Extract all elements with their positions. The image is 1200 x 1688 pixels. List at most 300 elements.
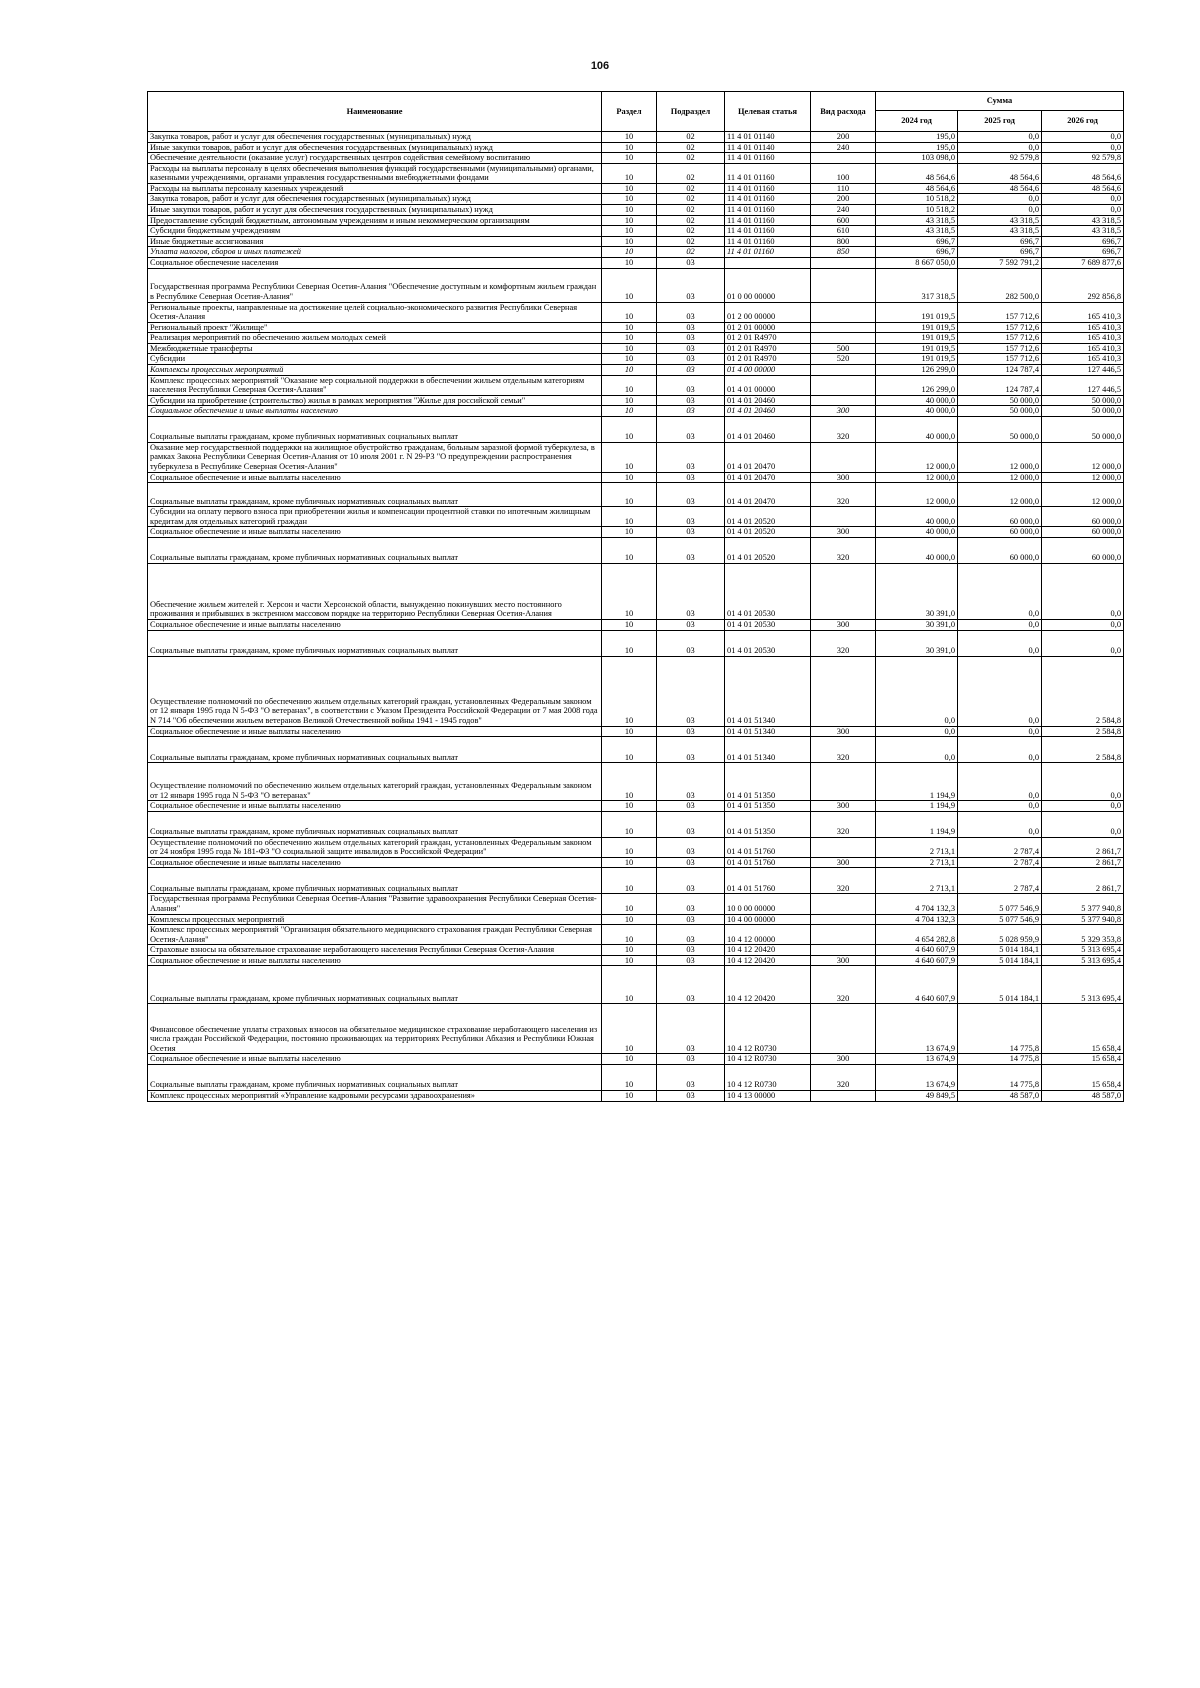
- header-name: Наименование: [148, 92, 602, 132]
- row-subsection: 03: [657, 507, 725, 527]
- row-name: Социальные выплаты гражданам, кроме публичных нормативных социальных выплат: [148, 966, 602, 1004]
- table-row: [148, 537, 1124, 563]
- table-row: [148, 811, 1124, 837]
- row-target-article: 10 4 12 20420: [725, 955, 811, 966]
- row-name: Предоставление субсидий бюджетным, автономным учреждениям и иным некоммерческим организациям: [148, 215, 602, 226]
- row-name: Комплекс процессных мероприятий «Управление кадровыми ресурсами здравоохранения»: [148, 1091, 602, 1102]
- row-subsection: 03: [657, 333, 725, 344]
- row-subsection: 02: [657, 236, 725, 247]
- row-section: 10: [602, 163, 657, 183]
- row-name: Финансовое обеспечение уплаты страховых взносов на обязательное медицинское страхование неработающего населения из числа граждан Российской Федерации, постоянно проживающих на территориях Республики Абхазия и Республики Южная Осетия: [148, 1004, 602, 1054]
- row-sum-2025: 50 000,0: [958, 416, 1042, 442]
- row-name: Региональный проект "Жилище": [148, 322, 602, 333]
- row-section: 10: [602, 483, 657, 507]
- row-sum-2026: 7 689 877,6: [1042, 257, 1124, 268]
- row-sum-2025: 48 564,6: [958, 183, 1042, 194]
- row-target-article: 01 4 01 20520: [725, 537, 811, 563]
- row-sum-2026: 60 000,0: [1042, 527, 1124, 538]
- table-row: [148, 416, 1124, 442]
- row-sum-2025: 0,0: [958, 194, 1042, 205]
- row-expense-type: [811, 395, 876, 406]
- row-subsection: 03: [657, 811, 725, 837]
- row-section: 10: [602, 343, 657, 354]
- table-row: [148, 801, 1124, 812]
- table-row: [148, 142, 1124, 153]
- row-name: Социальное обеспечение и иные выплаты населению: [148, 857, 602, 868]
- table-row: [148, 1065, 1124, 1091]
- row-target-article: 01 4 01 20470: [725, 483, 811, 507]
- row-expense-type: [811, 257, 876, 268]
- row-name: Социальные выплаты гражданам, кроме публичных нормативных социальных выплат: [148, 811, 602, 837]
- row-sum-2024: 4 640 607,9: [876, 955, 958, 966]
- row-sum-2024: 12 000,0: [876, 483, 958, 507]
- row-name: Осуществление полномочий по обеспечению жильем отдельных категорий граждан, установленных Федеральным законом от 12 января 1995 года N 5-ФЗ "О ветеранах": [148, 763, 602, 801]
- row-sum-2024: 10 518,2: [876, 194, 958, 205]
- row-name: Расходы на выплаты персоналу казенных учреждений: [148, 183, 602, 194]
- row-subsection: 03: [657, 726, 725, 737]
- row-name: Иные закупки товаров, работ и услуг для обеспечения государственных (муниципальных) нужд: [148, 142, 602, 153]
- row-sum-2025: 5 014 184,1: [958, 966, 1042, 1004]
- page-number: 106: [590, 60, 610, 72]
- row-sum-2025: 5 014 184,1: [958, 945, 1042, 956]
- row-subsection: 02: [657, 247, 725, 258]
- row-sum-2025: 50 000,0: [958, 406, 1042, 417]
- table-row: [148, 1054, 1124, 1065]
- row-subsection: 03: [657, 801, 725, 812]
- row-sum-2025: 0,0: [958, 656, 1042, 726]
- row-sum-2026: 48 564,6: [1042, 183, 1124, 194]
- table-body: [148, 132, 1124, 1102]
- row-expense-type: 320: [811, 1065, 876, 1091]
- row-target-article: 11 4 01 01160: [725, 205, 811, 216]
- table-row: [148, 507, 1124, 527]
- row-section: 10: [602, 656, 657, 726]
- row-sum-2025: 5 077 546,9: [958, 914, 1042, 925]
- row-sum-2024: 1 194,9: [876, 763, 958, 801]
- row-sum-2025: 0,0: [958, 811, 1042, 837]
- row-expense-type: [811, 333, 876, 344]
- row-subsection: 03: [657, 955, 725, 966]
- row-subsection: 03: [657, 483, 725, 507]
- row-name: Социальные выплаты гражданам, кроме публичных нормативных социальных выплат: [148, 737, 602, 763]
- table-row: [148, 302, 1124, 322]
- row-sum-2024: 4 640 607,9: [876, 966, 958, 1004]
- row-subsection: 03: [657, 1065, 725, 1091]
- row-section: 10: [602, 1054, 657, 1065]
- table-row: [148, 236, 1124, 247]
- row-subsection: 03: [657, 406, 725, 417]
- row-subsection: 02: [657, 215, 725, 226]
- row-expense-type: [811, 763, 876, 801]
- row-target-article: 01 4 00 00000: [725, 364, 811, 375]
- row-name: Государственная программа Республики Северная Осетия-Алания "Обеспечение доступным и комфортным жильем граждан в Республике Северная Осетия-Алания": [148, 268, 602, 302]
- row-name: Закупка товаров, работ и услуг для обеспечения государственных (муниципальных) нужд: [148, 194, 602, 205]
- row-section: 10: [602, 302, 657, 322]
- row-sum-2026: 43 318,5: [1042, 226, 1124, 237]
- row-sum-2025: 124 787,4: [958, 364, 1042, 375]
- row-subsection: 03: [657, 763, 725, 801]
- row-section: 10: [602, 966, 657, 1004]
- row-subsection: 02: [657, 142, 725, 153]
- table-row: [148, 406, 1124, 417]
- row-target-article: 01 2 01 00000: [725, 322, 811, 333]
- row-sum-2024: 40 000,0: [876, 395, 958, 406]
- row-name: Социальные выплаты гражданам, кроме публичных нормативных социальных выплат: [148, 630, 602, 656]
- row-section: 10: [602, 205, 657, 216]
- row-subsection: 03: [657, 914, 725, 925]
- row-sum-2024: 0,0: [876, 726, 958, 737]
- row-sum-2025: 2 787,4: [958, 837, 1042, 857]
- row-subsection: 03: [657, 322, 725, 333]
- row-sum-2024: 195,0: [876, 132, 958, 143]
- row-expense-type: [811, 507, 876, 527]
- row-sum-2024: 191 019,5: [876, 322, 958, 333]
- row-name: Социальные выплаты гражданам, кроме публичных нормативных социальных выплат: [148, 483, 602, 507]
- row-section: 10: [602, 868, 657, 894]
- row-subsection: 02: [657, 205, 725, 216]
- row-target-article: 11 4 01 01160: [725, 247, 811, 258]
- row-sum-2026: 5 313 695,4: [1042, 966, 1124, 1004]
- row-expense-type: [811, 945, 876, 956]
- row-sum-2025: 0,0: [958, 132, 1042, 143]
- row-target-article: 01 4 01 51350: [725, 811, 811, 837]
- row-sum-2025: 43 318,5: [958, 215, 1042, 226]
- row-sum-2024: 191 019,5: [876, 333, 958, 344]
- table-row: [148, 194, 1124, 205]
- row-expense-type: 100: [811, 163, 876, 183]
- header-target-article: Целевая статья: [725, 92, 811, 132]
- row-expense-type: 320: [811, 537, 876, 563]
- row-name: Субсидии: [148, 354, 602, 365]
- row-sum-2026: 0,0: [1042, 194, 1124, 205]
- row-sum-2025: 0,0: [958, 205, 1042, 216]
- row-section: 10: [602, 630, 657, 656]
- row-sum-2024: 40 000,0: [876, 527, 958, 538]
- row-sum-2026: 48 564,6: [1042, 163, 1124, 183]
- row-target-article: [725, 257, 811, 268]
- table-row: [148, 630, 1124, 656]
- row-subsection: 02: [657, 183, 725, 194]
- row-sum-2026: 0,0: [1042, 563, 1124, 619]
- row-sum-2026: 0,0: [1042, 142, 1124, 153]
- table-row: [148, 726, 1124, 737]
- row-target-article: 10 4 12 20420: [725, 966, 811, 1004]
- row-expense-type: 300: [811, 726, 876, 737]
- row-subsection: 03: [657, 630, 725, 656]
- row-subsection: 03: [657, 1054, 725, 1065]
- row-subsection: 03: [657, 925, 725, 945]
- row-target-article: 10 4 12 R0730: [725, 1054, 811, 1065]
- row-section: 10: [602, 395, 657, 406]
- row-sum-2025: 0,0: [958, 763, 1042, 801]
- row-subsection: 03: [657, 537, 725, 563]
- row-name: Межбюджетные трансферты: [148, 343, 602, 354]
- row-expense-type: [811, 1091, 876, 1102]
- row-sum-2025: 282 500,0: [958, 268, 1042, 302]
- row-expense-type: 320: [811, 868, 876, 894]
- row-expense-type: 110: [811, 183, 876, 194]
- row-subsection: 03: [657, 527, 725, 538]
- table-row: [148, 226, 1124, 237]
- row-section: 10: [602, 215, 657, 226]
- row-name: Социальное обеспечение и иные выплаты населению: [148, 955, 602, 966]
- row-target-article: 11 4 01 01160: [725, 236, 811, 247]
- row-sum-2026: 165 410,3: [1042, 322, 1124, 333]
- row-expense-type: 300: [811, 527, 876, 538]
- row-target-article: 01 4 01 20530: [725, 630, 811, 656]
- row-sum-2024: 2 713,1: [876, 868, 958, 894]
- row-sum-2024: 2 713,1: [876, 857, 958, 868]
- row-expense-type: 500: [811, 343, 876, 354]
- table-row: [148, 343, 1124, 354]
- row-name: Социальное обеспечение и иные выплаты населению: [148, 527, 602, 538]
- table-row: [148, 894, 1124, 914]
- row-name: Обеспечение жильем жителей г. Херсон и части Херсонской области, вынужденно покинувших место постоянного проживания и прибывших в экстренном массовом порядке на территорию Республики Северная Осетия-Алания: [148, 563, 602, 619]
- row-subsection: 03: [657, 354, 725, 365]
- row-sum-2024: 696,7: [876, 236, 958, 247]
- row-name: Иные закупки товаров, работ и услуг для обеспечения государственных (муниципальных) нужд: [148, 205, 602, 216]
- row-sum-2026: 43 318,5: [1042, 215, 1124, 226]
- row-sum-2025: 7 592 791,2: [958, 257, 1042, 268]
- table-row: [148, 163, 1124, 183]
- row-sum-2026: 2 861,7: [1042, 868, 1124, 894]
- row-sum-2025: 60 000,0: [958, 527, 1042, 538]
- row-sum-2026: 50 000,0: [1042, 416, 1124, 442]
- row-sum-2026: 0,0: [1042, 205, 1124, 216]
- row-expense-type: 320: [811, 966, 876, 1004]
- row-sum-2024: 696,7: [876, 247, 958, 258]
- row-sum-2026: 165 410,3: [1042, 302, 1124, 322]
- row-expense-type: 600: [811, 215, 876, 226]
- row-name: Социальное обеспечение и иные выплаты населению: [148, 726, 602, 737]
- table-row: [148, 563, 1124, 619]
- row-sum-2026: 127 446,5: [1042, 375, 1124, 395]
- row-sum-2024: 30 391,0: [876, 563, 958, 619]
- row-expense-type: 240: [811, 205, 876, 216]
- table-row: [148, 183, 1124, 194]
- table-row: [148, 132, 1124, 143]
- row-sum-2024: 4 704 132,3: [876, 914, 958, 925]
- row-target-article: 01 4 01 51760: [725, 868, 811, 894]
- row-target-article: 10 4 12 20420: [725, 945, 811, 956]
- row-section: 10: [602, 472, 657, 483]
- row-target-article: 01 2 01 R4970: [725, 333, 811, 344]
- row-target-article: 01 4 01 20530: [725, 619, 811, 630]
- row-sum-2026: 696,7: [1042, 236, 1124, 247]
- row-sum-2025: 12 000,0: [958, 442, 1042, 472]
- row-target-article: 01 4 01 20460: [725, 395, 811, 406]
- row-section: 10: [602, 333, 657, 344]
- row-section: 10: [602, 442, 657, 472]
- row-name: Социальное обеспечение и иные выплаты населению: [148, 619, 602, 630]
- row-target-article: 10 4 12 R0730: [725, 1004, 811, 1054]
- row-expense-type: 610: [811, 226, 876, 237]
- row-section: 10: [602, 142, 657, 153]
- row-name: Социальное обеспечение и иные выплаты населению: [148, 406, 602, 417]
- table-row: [148, 527, 1124, 538]
- row-target-article: 01 2 01 R4970: [725, 343, 811, 354]
- row-section: 10: [602, 354, 657, 365]
- row-sum-2024: 4 640 607,9: [876, 945, 958, 956]
- row-sum-2026: 48 587,0: [1042, 1091, 1124, 1102]
- row-subsection: 03: [657, 868, 725, 894]
- table-row: [148, 1091, 1124, 1102]
- row-sum-2024: 126 299,0: [876, 375, 958, 395]
- row-expense-type: 320: [811, 483, 876, 507]
- row-expense-type: 300: [811, 406, 876, 417]
- row-section: 10: [602, 183, 657, 194]
- row-sum-2024: 40 000,0: [876, 537, 958, 563]
- row-sum-2026: 2 861,7: [1042, 837, 1124, 857]
- table-row: [148, 354, 1124, 365]
- row-expense-type: 320: [811, 737, 876, 763]
- row-expense-type: [811, 153, 876, 164]
- row-sum-2024: 1 194,9: [876, 801, 958, 812]
- row-sum-2024: 13 674,9: [876, 1065, 958, 1091]
- row-name: Субсидии бюджетным учреждениям: [148, 226, 602, 237]
- table-row: [148, 763, 1124, 801]
- row-sum-2026: 5 329 353,8: [1042, 925, 1124, 945]
- row-target-article: 11 4 01 01160: [725, 194, 811, 205]
- row-name: Субсидии на оплату первого взноса при приобретении жилья и компенсации процентной ставки по ипотечным жилищным кредитам для отдельных категорий граждан: [148, 507, 602, 527]
- row-name: Комплексы процессных мероприятий: [148, 364, 602, 375]
- row-sum-2026: 0,0: [1042, 801, 1124, 812]
- row-sum-2025: 0,0: [958, 726, 1042, 737]
- row-sum-2024: 195,0: [876, 142, 958, 153]
- row-expense-type: [811, 375, 876, 395]
- row-subsection: 03: [657, 416, 725, 442]
- row-target-article: 01 4 01 20460: [725, 406, 811, 417]
- row-expense-type: [811, 914, 876, 925]
- row-sum-2024: 13 674,9: [876, 1004, 958, 1054]
- row-sum-2026: 15 658,4: [1042, 1065, 1124, 1091]
- row-name: Социальное обеспечение и иные выплаты населению: [148, 1054, 602, 1065]
- row-expense-type: [811, 837, 876, 857]
- table-row: [148, 205, 1124, 216]
- row-name: Региональные проекты, направленные на достижение целей социально-экономического развития Республики Северная Осетия-Алания: [148, 302, 602, 322]
- row-target-article: 10 4 00 00000: [725, 914, 811, 925]
- row-sum-2025: 0,0: [958, 737, 1042, 763]
- row-sum-2025: 60 000,0: [958, 537, 1042, 563]
- row-section: 10: [602, 132, 657, 143]
- header-year-2025: 2025 год: [958, 111, 1042, 132]
- table-row: [148, 364, 1124, 375]
- table-row: [148, 472, 1124, 483]
- row-sum-2024: 30 391,0: [876, 630, 958, 656]
- row-sum-2024: 49 849,5: [876, 1091, 958, 1102]
- row-target-article: 01 4 01 20470: [725, 442, 811, 472]
- table-row: [148, 395, 1124, 406]
- row-expense-type: 320: [811, 630, 876, 656]
- row-sum-2024: 48 564,6: [876, 183, 958, 194]
- row-section: 10: [602, 194, 657, 205]
- row-section: 10: [602, 914, 657, 925]
- row-sum-2024: 126 299,0: [876, 364, 958, 375]
- row-sum-2025: 696,7: [958, 236, 1042, 247]
- row-sum-2024: 12 000,0: [876, 472, 958, 483]
- row-section: 10: [602, 801, 657, 812]
- row-sum-2024: 43 318,5: [876, 226, 958, 237]
- row-name: Комплексы процессных мероприятий: [148, 914, 602, 925]
- row-sum-2025: 157 712,6: [958, 302, 1042, 322]
- row-sum-2025: 5 028 959,9: [958, 925, 1042, 945]
- row-sum-2026: 60 000,0: [1042, 507, 1124, 527]
- row-name: Страховые взносы на обязательное страхование неработающего населения Республики Северная Осетия-Алания: [148, 945, 602, 956]
- row-subsection: 03: [657, 302, 725, 322]
- row-expense-type: 300: [811, 801, 876, 812]
- header-expense-type: Вид расхода: [811, 92, 876, 132]
- row-sum-2024: 4 704 132,3: [876, 894, 958, 914]
- row-subsection: 03: [657, 737, 725, 763]
- row-section: 10: [602, 257, 657, 268]
- row-subsection: 03: [657, 563, 725, 619]
- row-target-article: 01 4 01 20520: [725, 527, 811, 538]
- row-target-article: 10 4 12 00000: [725, 925, 811, 945]
- table-row: [148, 925, 1124, 945]
- row-sum-2024: 317 318,5: [876, 268, 958, 302]
- row-expense-type: 300: [811, 1054, 876, 1065]
- row-sum-2025: 157 712,6: [958, 354, 1042, 365]
- row-subsection: 03: [657, 257, 725, 268]
- row-name: Государственная программа Республики Северная Осетия-Алания "Развитие здравоохранения Республики Северная Осетия-Алания": [148, 894, 602, 914]
- row-target-article: 10 0 00 00000: [725, 894, 811, 914]
- row-sum-2025: 696,7: [958, 247, 1042, 258]
- row-expense-type: 240: [811, 142, 876, 153]
- row-sum-2025: 50 000,0: [958, 395, 1042, 406]
- row-sum-2026: 5 377 940,8: [1042, 914, 1124, 925]
- row-name: Осуществление полномочий по обеспечению жильем отдельных категорий граждан, установленных Федеральным законом от 24 ноября 1995 года № 181-ФЗ "О социальной защите инвалидов в Российской Федерации": [148, 837, 602, 857]
- row-name: Социальное обеспечение и иные выплаты населению: [148, 801, 602, 812]
- row-section: 10: [602, 507, 657, 527]
- row-sum-2026: 50 000,0: [1042, 406, 1124, 417]
- row-sum-2024: 30 391,0: [876, 619, 958, 630]
- row-target-article: 01 4 01 20530: [725, 563, 811, 619]
- row-name: Оказание мер государственной поддержки на жилищное обустройство гражданам, больным заразной формой туберкулеза, в рамках Закона Республики Северная Осетия-Алания от 10 июля 2001 г. N 29-РЗ "О предупреждении распространения туберкулеза в Республике Северная Осетия-Алания": [148, 442, 602, 472]
- row-target-article: 01 4 01 51340: [725, 726, 811, 737]
- row-target-article: 01 4 01 51340: [725, 656, 811, 726]
- row-target-article: 01 4 01 51350: [725, 801, 811, 812]
- row-target-article: 11 4 01 01160: [725, 163, 811, 183]
- row-expense-type: [811, 894, 876, 914]
- row-name: Осуществление полномочий по обеспечению жильем отдельных категорий граждан, установленных Федеральным законом от 12 января 1995 года N 5-ФЗ "О ветеранах", в соответствии с Указом Президента Российской Федерации от 7 мая 2008 года N 714 "Об обеспечении жильем ветеранов Великой Отечественной войны 1941 - 1945 годов": [148, 656, 602, 726]
- row-sum-2026: 50 000,0: [1042, 395, 1124, 406]
- row-section: 10: [602, 375, 657, 395]
- table-row: [148, 247, 1124, 258]
- row-target-article: 10 4 12 R0730: [725, 1065, 811, 1091]
- row-sum-2026: 165 410,3: [1042, 333, 1124, 344]
- row-subsection: 03: [657, 857, 725, 868]
- table-row: [148, 215, 1124, 226]
- row-target-article: 01 4 01 51340: [725, 737, 811, 763]
- row-subsection: 03: [657, 1004, 725, 1054]
- row-sum-2024: 1 194,9: [876, 811, 958, 837]
- row-sum-2025: 157 712,6: [958, 343, 1042, 354]
- row-sum-2026: 165 410,3: [1042, 354, 1124, 365]
- row-sum-2026: 2 584,8: [1042, 726, 1124, 737]
- row-target-article: 01 4 01 20460: [725, 416, 811, 442]
- header-section: Раздел: [602, 92, 657, 132]
- row-sum-2026: 292 856,8: [1042, 268, 1124, 302]
- row-target-article: 01 4 01 20520: [725, 507, 811, 527]
- row-sum-2024: 48 564,6: [876, 163, 958, 183]
- row-expense-type: 300: [811, 472, 876, 483]
- row-section: 10: [602, 1091, 657, 1102]
- table-row: [148, 656, 1124, 726]
- header-sum: Сумма: [876, 92, 1124, 111]
- header-subsection: Подраздел: [657, 92, 725, 132]
- row-expense-type: 200: [811, 132, 876, 143]
- row-sum-2026: 5 313 695,4: [1042, 955, 1124, 966]
